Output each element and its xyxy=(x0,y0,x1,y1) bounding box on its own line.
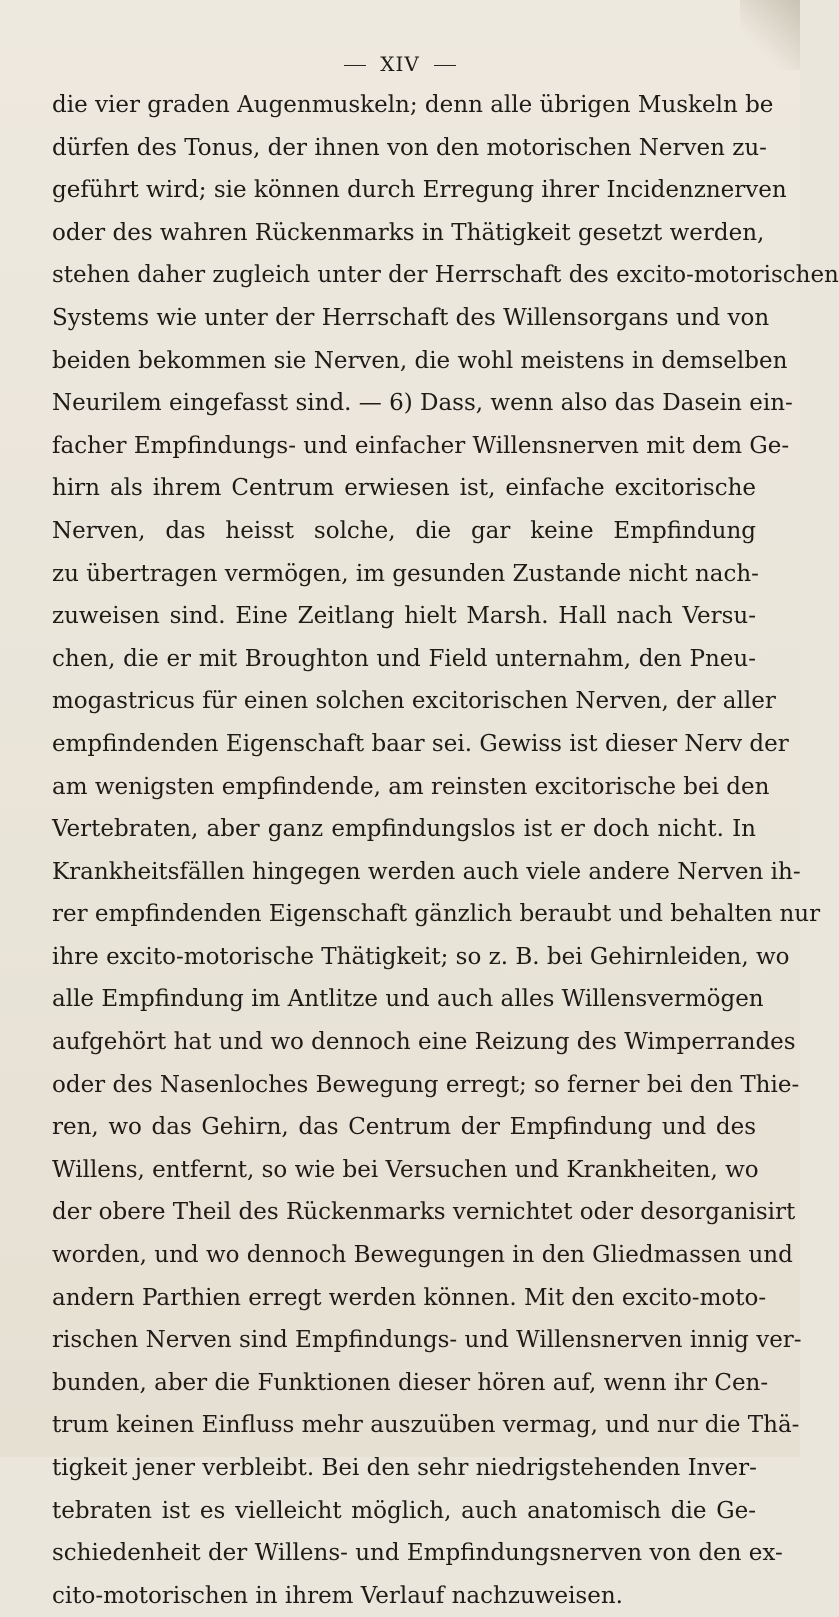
text-line: ren, wo das Gehirn, das Centrum der Empfindung und des xyxy=(52,1114,756,1141)
text-line: Vertebraten, aber ganz empfindungslos ist er doch nicht. In xyxy=(52,816,756,843)
text-line: mogastricus für einen solchen excitorischen Nerven, der aller xyxy=(52,688,776,715)
text-line: die vier graden Augenmuskeln; denn alle übrigen Muskeln be xyxy=(52,92,774,118)
text-line: stehen daher zugleich unter der Herrschaft des excito-motorischen xyxy=(52,262,839,289)
text-line: hirn als ihrem Centrum erwiesen ist, einfache excitorische xyxy=(52,475,756,502)
text-line: alle Empfindung im Antlitze und auch alles Willensvermögen xyxy=(52,986,764,1013)
text-line: dürfen des Tonus, der ihnen von den motorischen Nerven zu- xyxy=(52,134,767,161)
text-line: der obere Theil des Rückenmarks vernichtet oder desorganisirt xyxy=(52,1199,796,1226)
text-line: trum keinen Einfluss mehr auszuüben vermag, und nur die Thä- xyxy=(52,1412,800,1439)
text-line: Systems wie unter der Herrschaft des Willensorgans und von xyxy=(52,304,770,331)
text-line: andern Parthien erregt werden können. Mit den excito-moto- xyxy=(52,1284,767,1311)
text-line: Nerven, das heisst solche, die gar keine Empfindung xyxy=(52,517,756,544)
text-line: worden, und wo dennoch Bewegungen in den Gliedmassen und xyxy=(52,1242,793,1269)
text-line: aufgehört hat und wo dennoch eine Reizung des Wimperrandes xyxy=(52,1029,796,1056)
body-text xyxy=(52,84,839,1617)
text-line: tebraten ist es vielleicht möglich, auch anatomisch die Ge- xyxy=(52,1497,756,1524)
text-line: zuweisen sind. Eine Zeitlang hielt Marsh. Hall nach Versu- xyxy=(52,603,756,630)
text-line: Willens, entfernt, so wie bei Versuchen und Krankheiten, wo xyxy=(52,1156,759,1183)
text-line: tigkeit jener verbleibt. Bei den sehr niedrigstehenden Inver- xyxy=(52,1455,757,1481)
text-line: facher Empfindungs- und einfacher Willensnerven mit dem Ge- xyxy=(52,432,790,459)
text-line: bunden, aber die Funktionen dieser hören auf, wenn ihr Cen- xyxy=(52,1369,769,1396)
header-dash-left xyxy=(344,65,366,66)
page-number: XIV xyxy=(380,52,420,76)
text-line: ihre excito-motorische Thätigkeit; so z. B. bei Gehirnleiden, wo xyxy=(52,943,790,970)
text-line: Krankheitsfällen hingegen werden auch viele andere Nerven ih- xyxy=(52,858,801,885)
text-line: oder des Nasenloches Bewegung erregt; so ferner bei den Thie- xyxy=(52,1071,800,1098)
text-line: geführt wird; sie können durch Erregung ihrer Incidenznerven xyxy=(52,177,787,204)
text-line: empfindenden Eigenschaft baar sei. Gewiss ist dieser Nerv der xyxy=(52,730,789,757)
text-line: oder des wahren Rückenmarks in Thätigkeit gesetzt werden, xyxy=(52,219,765,246)
text-line: Neurilem eingefasst sind. — 6) Dass, wenn also das Dasein ein- xyxy=(52,390,793,417)
page-header xyxy=(0,52,800,76)
header-dash-right xyxy=(434,65,456,66)
text-line: chen, die er mit Broughton und Field unternahm, den Pneu- xyxy=(52,645,756,672)
text-line: zu übertragen vermögen, im gesunden Zustande nicht nach- xyxy=(52,560,759,587)
text-line: rer empfindenden Eigenschaft gänzlich beraubt und behalten nur xyxy=(52,901,821,928)
text-line: beiden bekommen sie Nerven, die wohl meistens in demselben xyxy=(52,347,788,374)
text-line: cito-motorischen in ihrem Verlauf nachzuweisen. xyxy=(52,1582,623,1609)
text-line: schiedenheit der Willens- und Empfindungsnerven von den ex- xyxy=(52,1540,783,1567)
text-line: am wenigsten empfindende, am reinsten excitorische bei den xyxy=(52,773,770,800)
text-line: rischen Nerven sind Empfindungs- und Willensnerven innig ver- xyxy=(52,1327,802,1354)
